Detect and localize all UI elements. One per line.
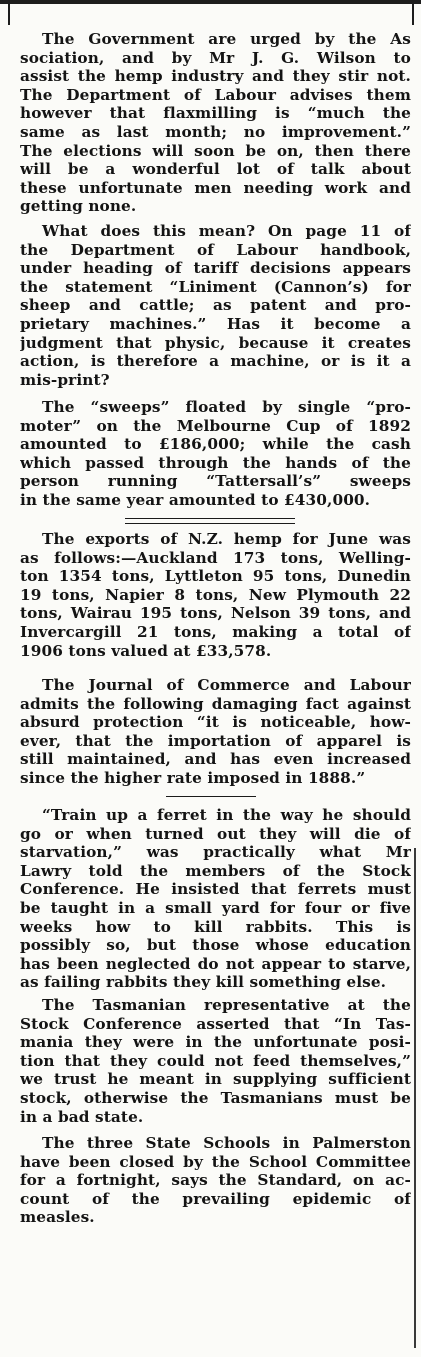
text-line: action, is therefore a machine, or is it a bbox=[20, 352, 411, 371]
text-line: starvation,” was practically what Mr bbox=[20, 843, 411, 862]
text-line: in the same year amounted to £430,000. bbox=[20, 490, 371, 509]
text-line: judgment that physic, because it creates bbox=[20, 333, 411, 352]
text-line: count of the prevailing epidemic of bbox=[20, 1189, 411, 1208]
text-line: which passed through the hands of the bbox=[20, 453, 411, 472]
text-line: The Department of Labour advises them bbox=[20, 85, 411, 104]
text-line: as follows:—Auckland 173 tons, Welling- bbox=[20, 548, 411, 567]
paragraph-tasmanian-representative bbox=[20, 996, 411, 1126]
text-line: admits the following damaging fact against bbox=[20, 694, 411, 713]
text-line: in a bad state. bbox=[20, 1107, 144, 1126]
text-line: measles. bbox=[20, 1208, 95, 1227]
text-line: Stock Conference asserted that “In Tas- bbox=[20, 1014, 411, 1033]
text-line: go or when turned out they will die of bbox=[20, 824, 411, 843]
text-line: since the higher rate imposed in 1888.” bbox=[20, 768, 366, 787]
text-line: The Journal of Commerce and Labour bbox=[42, 676, 411, 694]
text-line: The Government are urged by the As bbox=[42, 30, 411, 48]
text-line: weeks how to kill rabbits. This is bbox=[20, 917, 411, 936]
section-divider bbox=[125, 518, 295, 524]
text-line: amounted to £186,000; while the cash bbox=[20, 435, 411, 454]
column-right-border bbox=[414, 848, 416, 1348]
text-line: absurd protection “it is noticeable, how- bbox=[20, 713, 411, 732]
text-line: tons, Wairau 195 tons, Nelson 39 tons, and bbox=[20, 604, 411, 623]
text-line: Conference. He insisted that ferrets must bbox=[20, 880, 411, 899]
text-line: has been neglected do not appear to starve, bbox=[20, 954, 411, 973]
text-line: the statement “Liniment (Cannon’s) for bbox=[20, 277, 411, 296]
text-line: will be a wonderful lot of talk about bbox=[20, 160, 411, 179]
text-line: stock, otherwise the Tasmanians must be bbox=[20, 1088, 411, 1107]
text-line: have been closed by the School Committee bbox=[20, 1152, 411, 1171]
text-line: The “sweeps” floated by single “pro- bbox=[42, 398, 411, 416]
text-line: What does this mean? On page 11 of bbox=[42, 222, 411, 240]
column-right-border bbox=[412, 0, 414, 25]
paragraph-melbourne-cup-sweeps bbox=[20, 398, 411, 510]
text-line: Lawry told the members of the Stock bbox=[20, 861, 411, 880]
text-line: as failing rabbits they kill something else. bbox=[20, 973, 387, 992]
paragraph-hemp-exports bbox=[20, 530, 411, 660]
text-line: the Department of Labour handbook, bbox=[20, 240, 411, 259]
paragraph-liniment-tariff bbox=[20, 222, 411, 389]
column-left-border bbox=[8, 0, 10, 25]
text-line: tion that they could not feed themselves,” bbox=[20, 1051, 411, 1070]
text-line: “Train up a ferret in the way he should bbox=[42, 806, 411, 824]
text-line: moter” on the Melbourne Cup of 1892 bbox=[20, 416, 411, 435]
text-line: The elections will soon be on, then there bbox=[20, 141, 411, 160]
paragraph-protection-apparel bbox=[20, 676, 411, 788]
text-line: 19 tons, Napier 8 tons, New Plymouth 22 bbox=[20, 585, 411, 604]
paragraph-palmerston-schools bbox=[20, 1134, 411, 1227]
text-line: getting none. bbox=[20, 197, 137, 216]
text-line: The three State Schools in Palmerston bbox=[42, 1134, 411, 1152]
paragraph-ferret-training bbox=[20, 806, 411, 992]
text-line: 1906 tons valued at £33,578. bbox=[20, 641, 272, 660]
text-line: The exports of N.Z. hemp for June was bbox=[42, 530, 411, 548]
text-line: mis-print? bbox=[20, 370, 110, 389]
text-line: sociation, and by Mr J. G. Wilson to bbox=[20, 48, 411, 67]
text-line: for a fortnight, says the Standard, on ac- bbox=[20, 1171, 411, 1190]
text-line: ton 1354 tons, Lyttleton 95 tons, Dunedin bbox=[20, 567, 411, 586]
text-line: The Tasmanian representative at the bbox=[42, 996, 411, 1014]
paragraph-hemp-industry bbox=[20, 30, 411, 216]
section-divider bbox=[166, 796, 256, 797]
text-line: ever, that the importation of apparel is bbox=[20, 731, 411, 750]
text-line: we trust he meant in supplying sufficient bbox=[20, 1070, 411, 1089]
text-line: mania they were in the unfortunate posi- bbox=[20, 1033, 411, 1052]
text-line: assist the hemp industry and they stir not. bbox=[20, 67, 411, 86]
text-line: these unfortunate men needing work and bbox=[20, 178, 411, 197]
text-line: same as last month; no improvement.” bbox=[20, 122, 411, 141]
text-line: still maintained, and has even increased bbox=[20, 750, 411, 769]
text-line: sheep and cattle; as patent and pro- bbox=[20, 296, 411, 315]
column-top-border bbox=[0, 0, 421, 4]
text-line: be taught in a small yard for four or five bbox=[20, 898, 411, 917]
text-line: Invercargill 21 tons, making a total of bbox=[20, 622, 411, 641]
text-line: prietary machines.” Has it become a bbox=[20, 314, 411, 333]
text-line: under heading of tariff decisions appears bbox=[20, 259, 411, 278]
text-line: person running “Tattersall’s” sweeps bbox=[20, 472, 411, 491]
text-line: however that flaxmilling is “much the bbox=[20, 104, 411, 123]
text-line: possibly so, but those whose education bbox=[20, 936, 411, 955]
